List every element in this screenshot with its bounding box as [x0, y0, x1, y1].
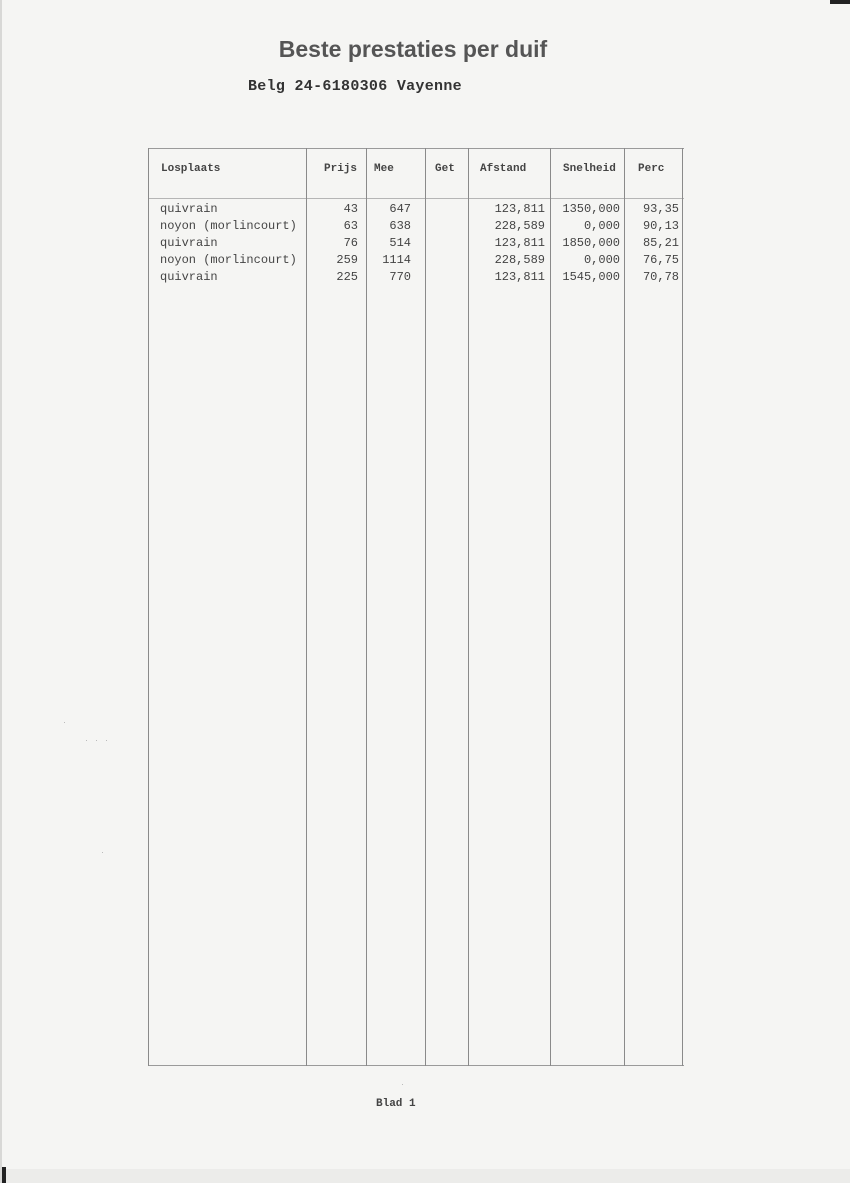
table-border-bottom: [148, 1065, 684, 1066]
header-prijs: Prijs: [324, 163, 358, 175]
cell-perc: 93,35: [642, 202, 679, 216]
page-number: Blad 1: [376, 1098, 416, 1110]
scan-edge-bottom: [0, 1169, 850, 1183]
cell-snelheid: 1850,000: [562, 236, 620, 250]
scan-mark: [2, 1167, 6, 1183]
cell-afstand: 123,811: [494, 236, 545, 250]
page-title: Beste prestaties per duif: [278, 36, 548, 62]
scan-speck: [86, 740, 87, 741]
header-divider: [148, 198, 684, 199]
scan-speck: [96, 740, 97, 741]
scan-speck: [106, 740, 107, 741]
cell-mee: 770: [389, 270, 411, 284]
scan-edge-left: [0, 0, 2, 1183]
cell-losplaats: quivrain: [160, 236, 218, 250]
cell-prijs: 63: [343, 219, 358, 233]
cell-afstand: 228,589: [494, 219, 545, 233]
table-row: [148, 270, 684, 287]
table-row: [148, 236, 684, 253]
cell-mee: 1114: [382, 253, 411, 267]
scan-speck: [102, 852, 103, 853]
cell-losplaats: noyon (morlincourt): [160, 253, 297, 267]
cell-prijs: 76: [343, 236, 358, 250]
scan-mark: [830, 0, 850, 4]
header-get: Get: [435, 163, 455, 175]
cell-snelheid: 0,000: [583, 219, 620, 233]
header-afstand: Afstand: [480, 163, 527, 175]
cell-losplaats: quivrain: [160, 270, 218, 284]
cell-perc: 76,75: [642, 253, 679, 267]
cell-afstand: 123,811: [494, 202, 545, 216]
cell-losplaats: quivrain: [160, 202, 218, 216]
cell-perc: 90,13: [642, 219, 679, 233]
cell-perc: 85,21: [642, 236, 679, 250]
cell-snelheid: 1350,000: [562, 202, 620, 216]
table-row: [148, 202, 684, 219]
cell-perc: 70,78: [642, 270, 679, 284]
table-row: [148, 219, 684, 236]
header-perc: Perc: [638, 163, 665, 175]
cell-losplaats: noyon (morlincourt): [160, 219, 297, 233]
header-losplaats: Losplaats: [161, 163, 221, 175]
table-row: [148, 253, 684, 270]
cell-afstand: 123,811: [494, 270, 545, 284]
cell-snelheid: 0,000: [583, 253, 620, 267]
cell-mee: 638: [389, 219, 411, 233]
scan-speck: [64, 722, 65, 723]
cell-mee: 647: [389, 202, 411, 216]
header-mee: Mee: [374, 163, 394, 175]
cell-prijs: 225: [336, 270, 358, 284]
header-snelheid: Snelheid: [563, 163, 616, 175]
cell-prijs: 43: [343, 202, 358, 216]
scan-speck: [402, 1084, 403, 1085]
cell-snelheid: 1545,000: [562, 270, 620, 284]
pigeon-identifier: Belg 24-6180306 Vayenne: [248, 78, 462, 95]
cell-afstand: 228,589: [494, 253, 545, 267]
cell-mee: 514: [389, 236, 411, 250]
cell-prijs: 259: [336, 253, 358, 267]
table-border-top: [148, 148, 684, 149]
results-table: [148, 148, 684, 1066]
